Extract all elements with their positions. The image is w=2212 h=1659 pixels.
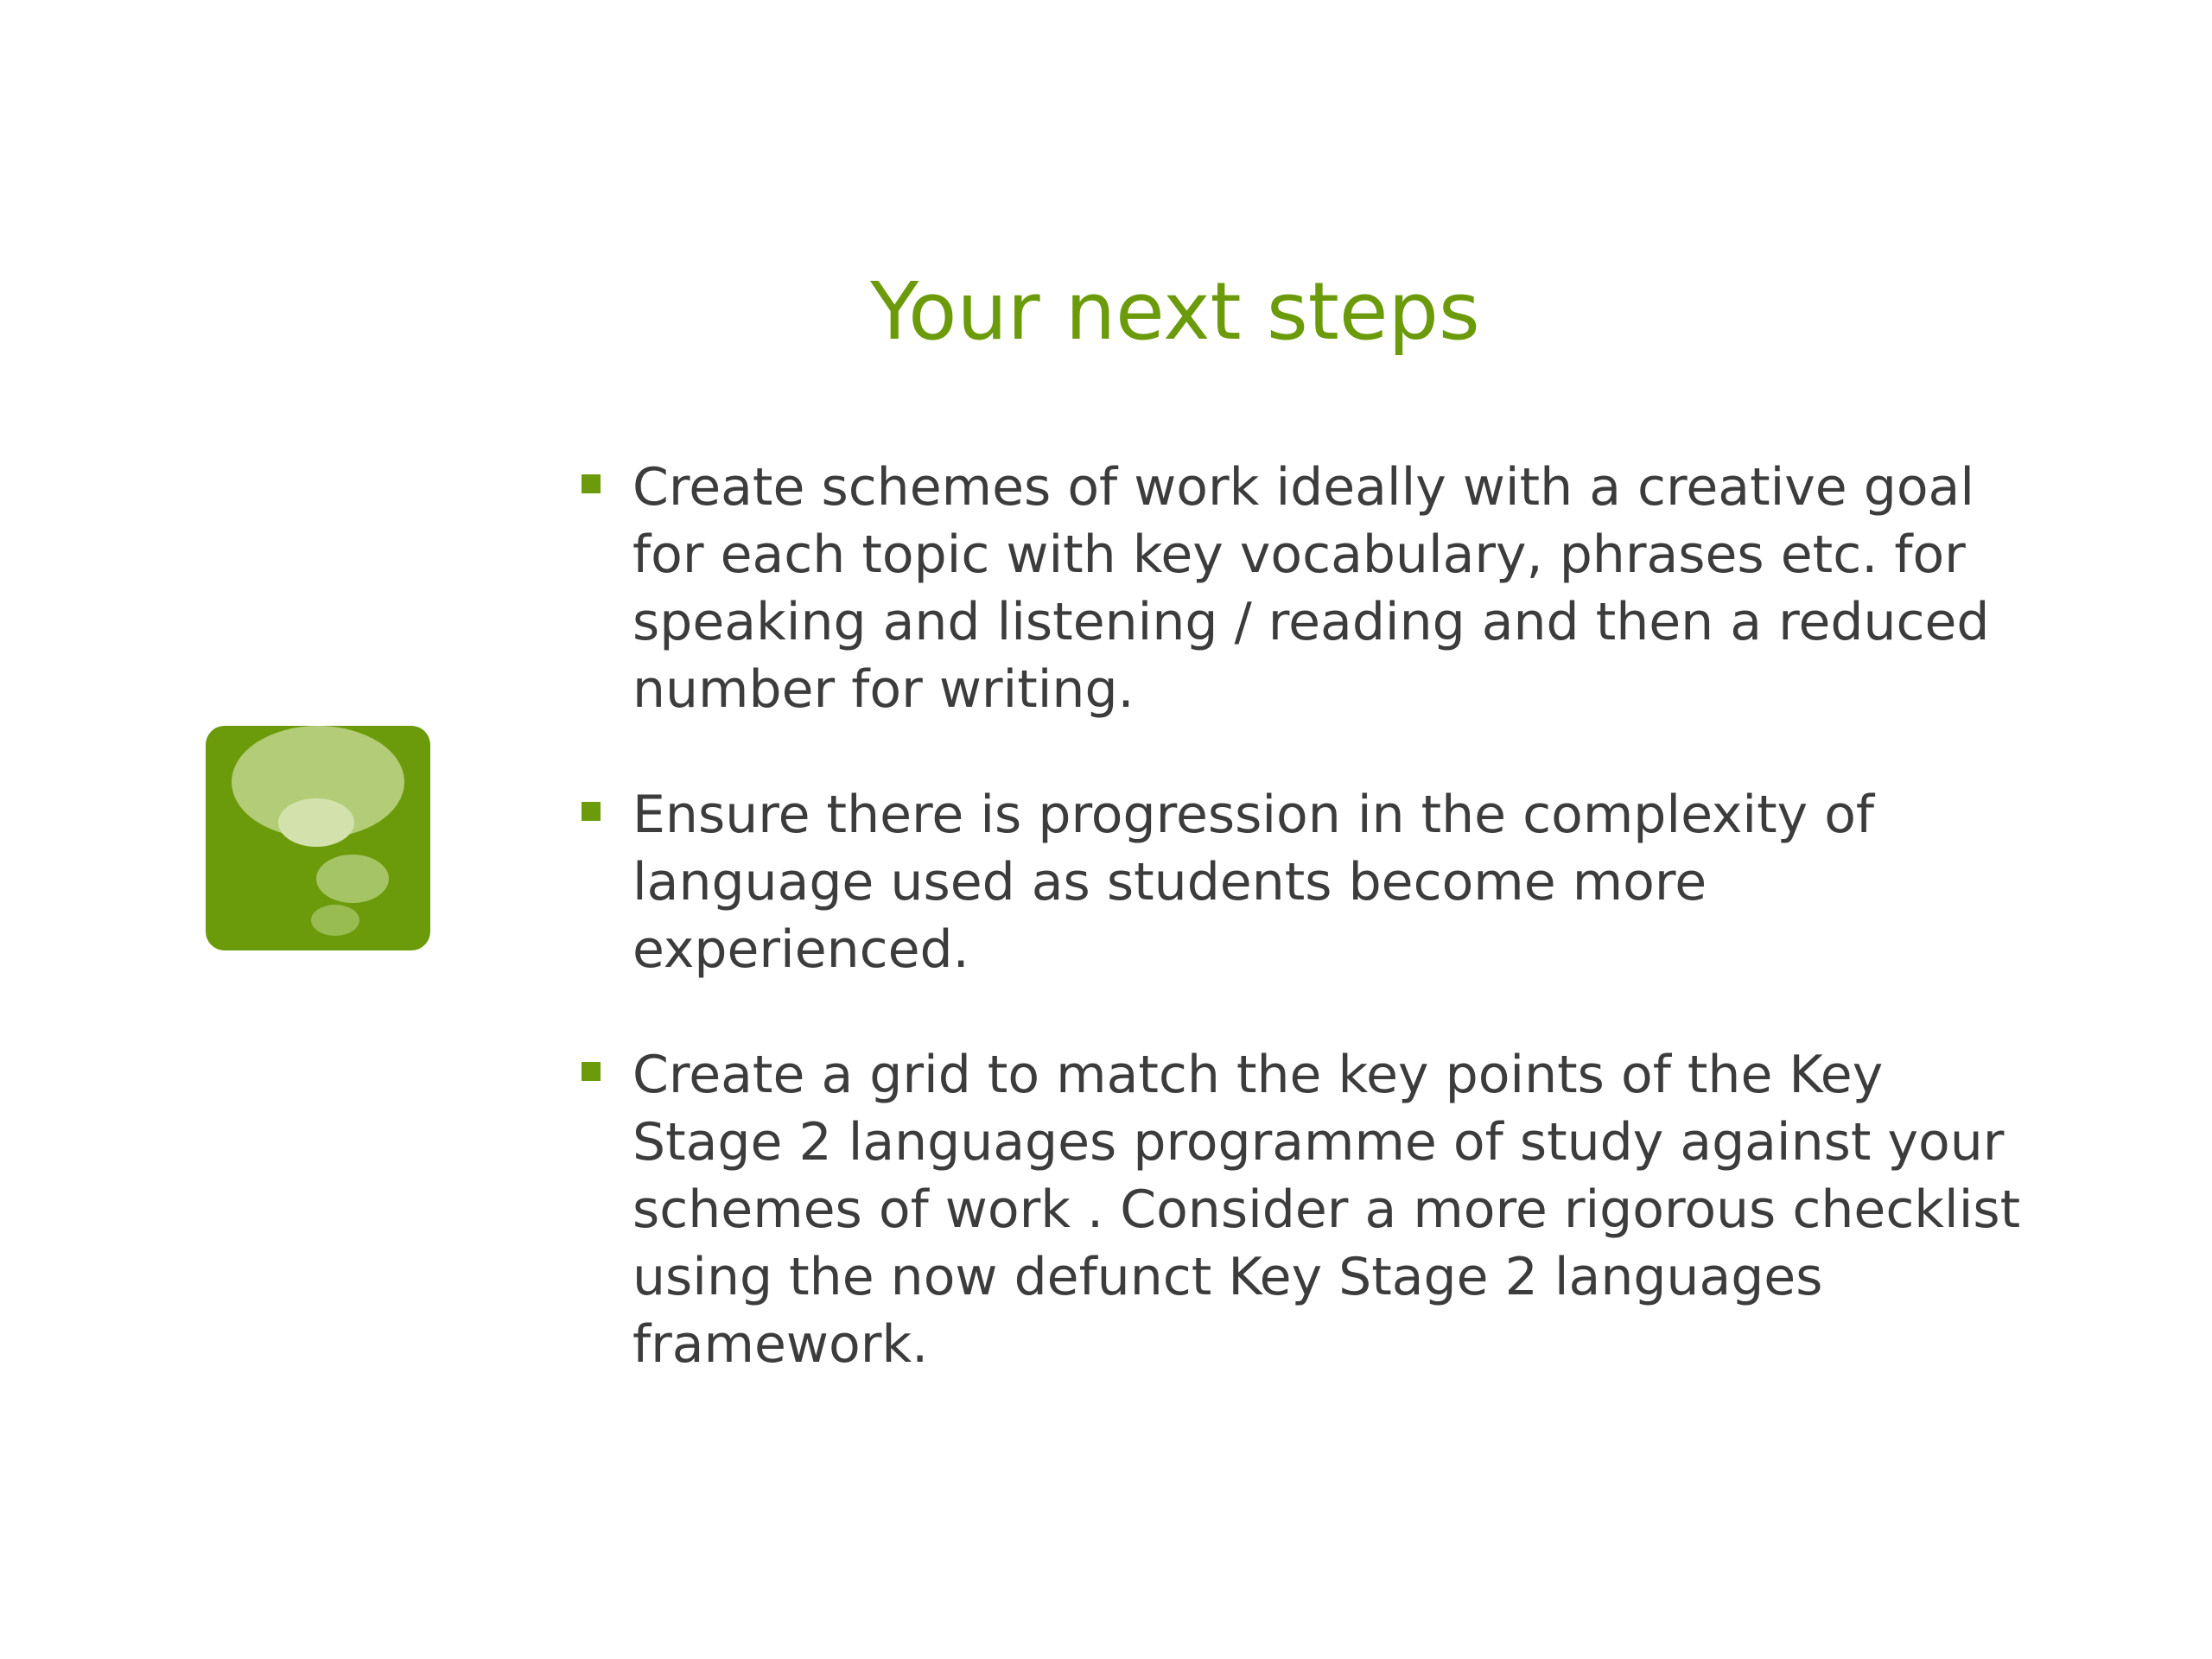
- bullet-text: Ensure there is progression in the complexity of language used as students become more experienced.: [632, 785, 1875, 980]
- bullet-text: Create schemes of work ideally with a creative goal for each topic with key vocabulary, phrases etc. for speaking and listening / reading and then a reduced number for writing.: [632, 457, 1990, 720]
- thought-bubble-icon: [206, 726, 430, 950]
- bullet-square-icon: [582, 802, 601, 821]
- bubble-medium: [316, 855, 389, 903]
- bullet-list: [579, 454, 2169, 1436]
- bullet-item: [579, 1041, 2169, 1378]
- bullet-item: [579, 454, 2169, 723]
- thought-bubble-graphic: [206, 726, 430, 950]
- bubble-small: [311, 905, 359, 936]
- bullet-item: [579, 781, 2169, 983]
- bullet-square-icon: [582, 474, 601, 493]
- bullet-square-icon: [582, 1062, 601, 1081]
- bubble-highlight: [278, 798, 354, 847]
- bullet-text: Create a grid to match the key points of the Key Stage 2 languages programme of study against your schemes of work . Consider a more rigorous checklist using the now defunct Key Stage 2 languages framework.: [632, 1045, 2021, 1375]
- slide-title: Your next steps: [870, 265, 1480, 358]
